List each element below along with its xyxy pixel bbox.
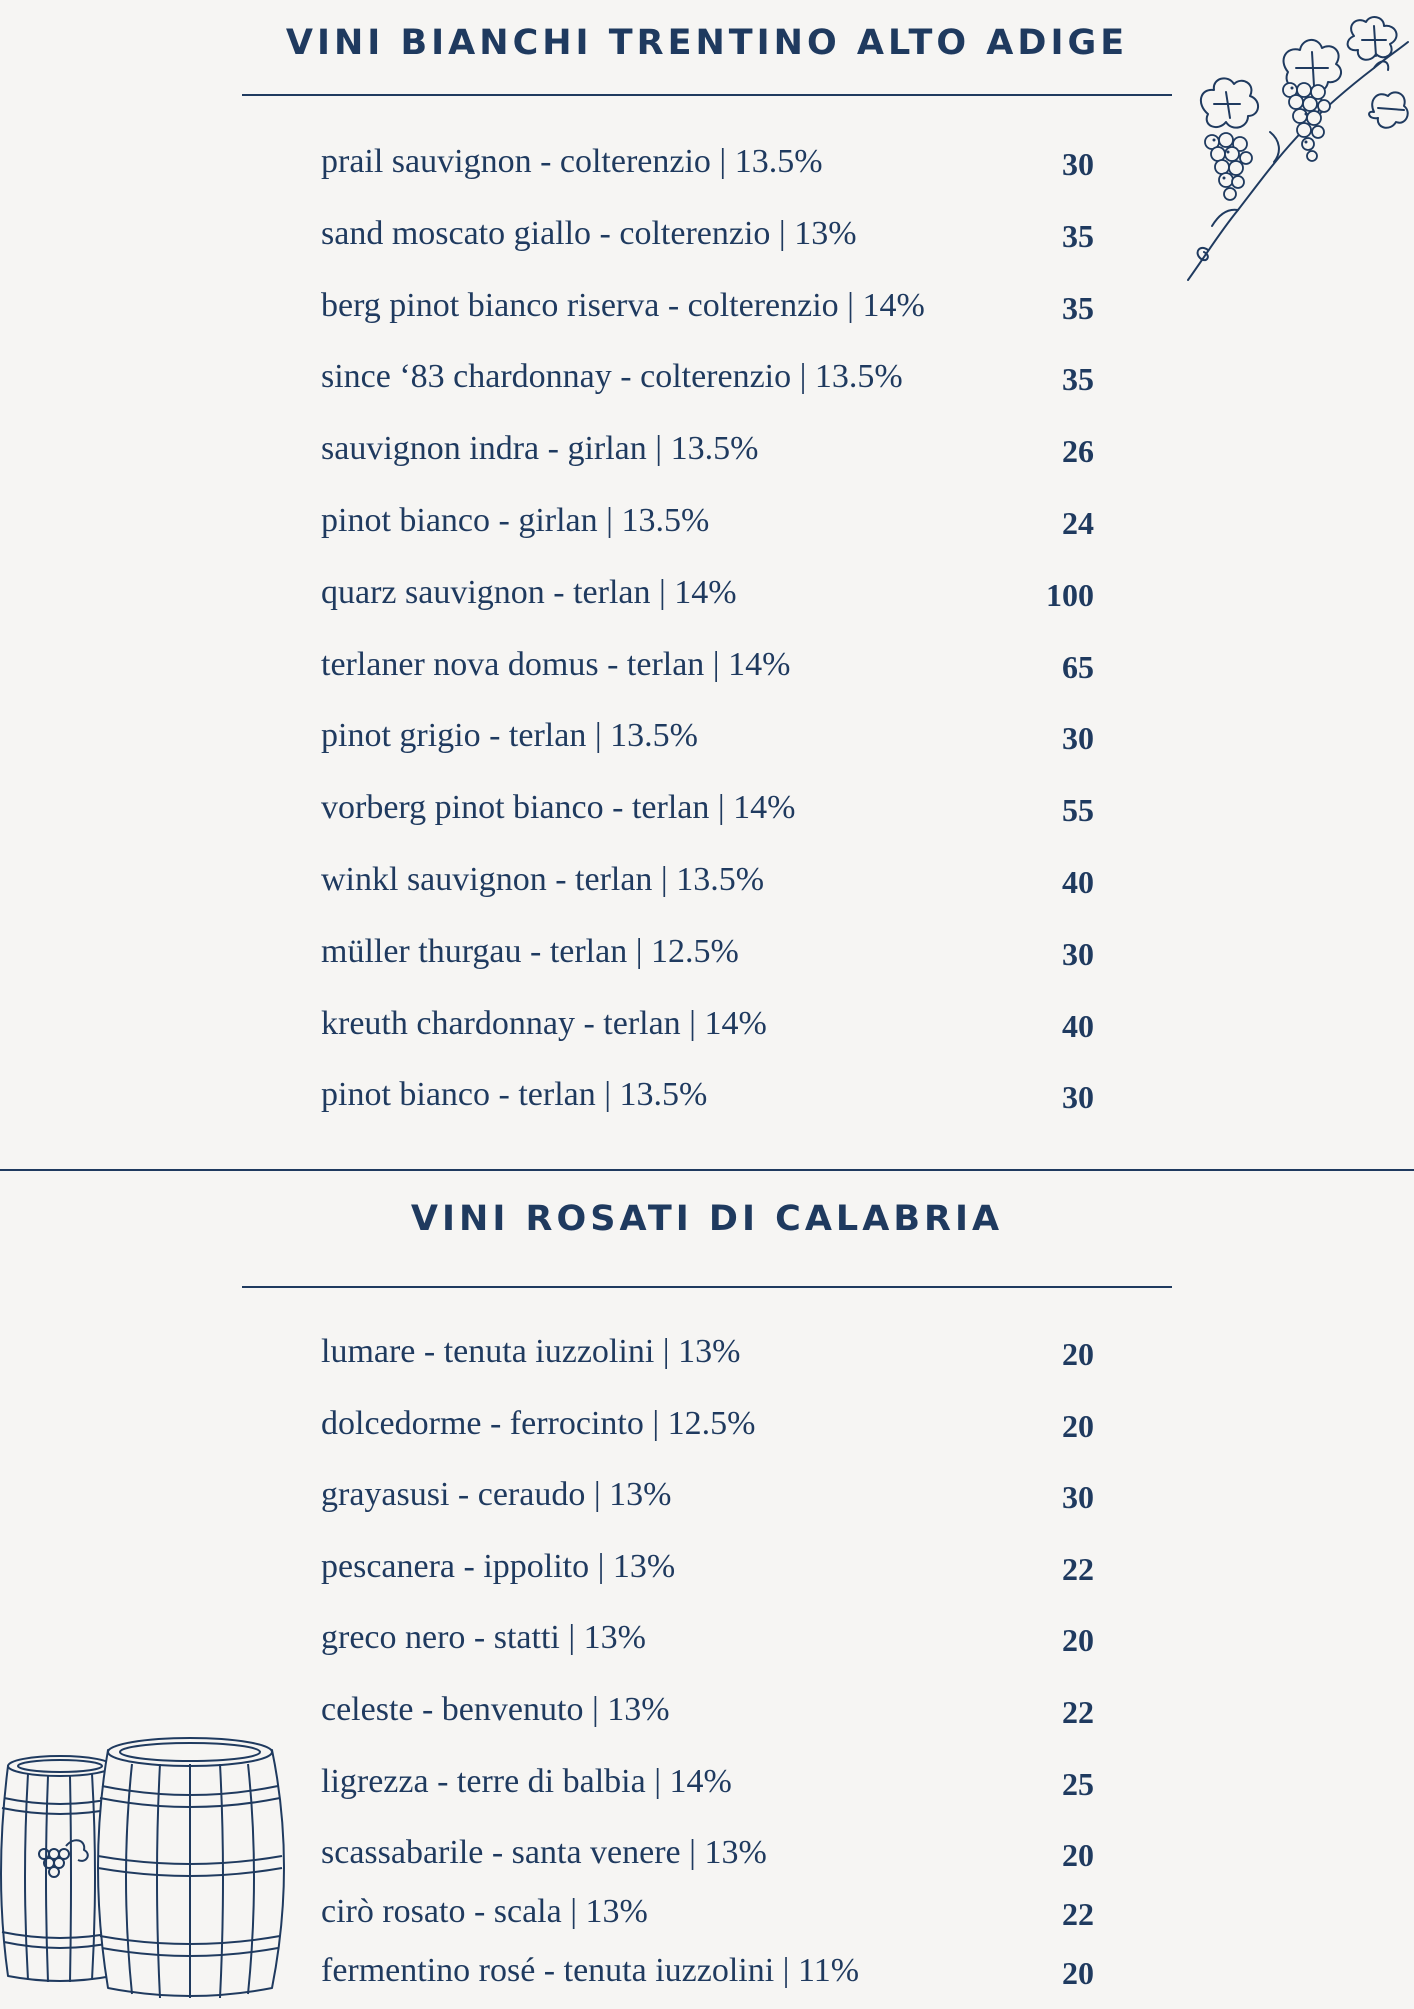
wine-name: celeste - benvenuto | 13% (321, 1690, 670, 1728)
wine-item (321, 356, 1094, 428)
wine-item (321, 715, 1094, 787)
wine-name: grayasusi - ceraudo | 13% (321, 1476, 672, 1514)
wine-name: pinot bianco - girlan | 13.5% (321, 501, 710, 539)
wine-price: 25 (1062, 1765, 1094, 1802)
section-title-vini-bianchi: VINI BIANCHI TRENTINO ALTO ADIGE (285, 23, 1129, 63)
wine-name: dolcedorme - ferrocinto | 12.5% (321, 1404, 756, 1442)
wine-name: berg pinot bianco riserva - colterenzio | 14% (321, 286, 925, 324)
wine-name: terlaner nova domus - terlan | 14% (321, 645, 791, 683)
wine-name: sand moscato giallo - colterenzio | 13% (321, 214, 857, 252)
wine-item (321, 644, 1094, 716)
wine-item (321, 1617, 1094, 1689)
wine-list-bianchi (321, 141, 1094, 1146)
grapes-vine-icon (1178, 12, 1414, 290)
wine-item (321, 1403, 1094, 1475)
wine-price: 20 (1062, 1622, 1094, 1659)
wine-name: pinot grigio - terlan | 13.5% (321, 717, 698, 755)
wine-price: 40 (1062, 863, 1094, 900)
wine-name: quarz sauvignon - terlan | 14% (321, 573, 737, 611)
wine-item (321, 1546, 1094, 1618)
wine-price: 65 (1062, 648, 1094, 685)
wine-item (321, 285, 1094, 357)
wine-name: pescanera - ippolito | 13% (321, 1547, 676, 1585)
wine-item (321, 1832, 1094, 1891)
wine-price: 30 (1062, 1079, 1094, 1116)
wine-barrels-icon (0, 1736, 290, 2000)
wine-name: sauvignon indra - girlan | 13.5% (321, 430, 759, 468)
wine-item (321, 931, 1094, 1003)
wine-price: 35 (1062, 217, 1094, 254)
wine-price: 22 (1062, 1693, 1094, 1730)
wine-price: 20 (1062, 1336, 1094, 1372)
wine-item (321, 1331, 1094, 1403)
wine-name: since ‘83 chardonnay - colterenzio | 13.5% (321, 358, 903, 396)
wine-item (321, 1074, 1094, 1146)
wine-price: 20 (1062, 1955, 1094, 1992)
wine-item (321, 141, 1094, 213)
wine-price: 30 (1062, 935, 1094, 972)
wine-item (321, 1761, 1094, 1833)
wine-name: vorberg pinot bianco - terlan | 14% (321, 789, 796, 827)
wine-name: pinot bianco - terlan | 13.5% (321, 1076, 708, 1114)
divider-rosati (242, 1286, 1172, 1288)
wine-item (321, 859, 1094, 931)
section-divider (0, 1169, 1414, 1171)
wine-item (321, 787, 1094, 859)
wine-price: 35 (1062, 361, 1094, 398)
wine-item (321, 1474, 1094, 1546)
wine-list-rosati (321, 1331, 1094, 2009)
wine-item (321, 1950, 1094, 2009)
wine-name: cirò rosato - scala | 13% (321, 1893, 648, 1931)
wine-name: ligrezza - terre di balbia | 14% (321, 1762, 732, 1800)
wine-item (321, 1891, 1094, 1950)
wine-item (321, 213, 1094, 285)
wine-price: 100 (1046, 576, 1094, 613)
wine-price: 30 (1062, 1479, 1094, 1516)
wine-name: kreuth chardonnay - terlan | 14% (321, 1004, 767, 1042)
wine-item (321, 500, 1094, 572)
wine-price: 22 (1062, 1550, 1094, 1587)
wine-name: prail sauvignon - colterenzio | 13.5% (321, 143, 823, 180)
wine-name: scassabarile - santa venere | 13% (321, 1834, 767, 1872)
wine-name: müller thurgau - terlan | 12.5% (321, 932, 739, 970)
wine-name: lumare - tenuta iuzzolini | 13% (321, 1333, 741, 1370)
wine-item (321, 572, 1094, 644)
wine-price: 20 (1062, 1837, 1094, 1874)
wine-item (321, 428, 1094, 500)
divider-top (242, 94, 1172, 96)
wine-price: 26 (1062, 433, 1094, 470)
wine-price: 30 (1062, 146, 1094, 182)
wine-price: 20 (1062, 1407, 1094, 1444)
wine-price: 40 (1062, 1007, 1094, 1044)
wine-price: 35 (1062, 289, 1094, 326)
wine-price: 24 (1062, 504, 1094, 541)
wine-item (321, 1689, 1094, 1761)
wine-price: 30 (1062, 720, 1094, 757)
wine-name: winkl sauvignon - terlan | 13.5% (321, 860, 765, 898)
wine-name: greco nero - statti | 13% (321, 1619, 646, 1657)
section-title-vini-rosati: VINI ROSATI DI CALABRIA (410, 1199, 1004, 1239)
wine-name: fermentino rosé - tenuta iuzzolini | 11% (321, 1952, 860, 1990)
wine-price: 55 (1062, 792, 1094, 829)
wine-item (321, 1003, 1094, 1075)
wine-price: 22 (1062, 1896, 1094, 1933)
